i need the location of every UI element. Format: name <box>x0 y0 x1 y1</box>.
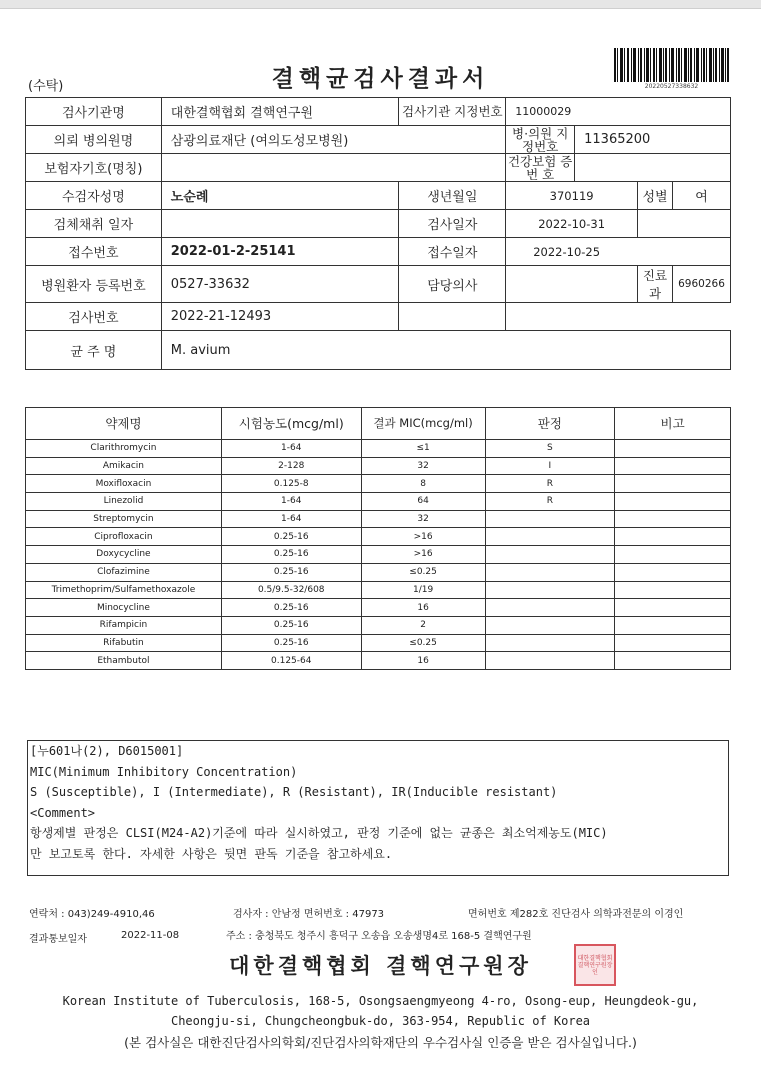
insured-label: 보험자기호(명칭) <box>26 154 162 182</box>
document-title: 결핵균검사결과서 <box>271 66 490 92</box>
judgement <box>485 634 615 652</box>
lab-no-value: 11000029 <box>506 98 731 126</box>
mic-result: >16 <box>361 528 485 546</box>
dept-label: 진료과 <box>638 266 673 303</box>
contact-info: 연락처 : 043)249-4910,46 <box>29 909 155 920</box>
drug-name: Doxycycline <box>26 546 222 564</box>
judgement <box>485 581 615 599</box>
notes-box <box>27 740 729 876</box>
drug-name: Ethambutol <box>26 652 222 670</box>
remark <box>615 581 731 599</box>
judgement <box>485 599 615 617</box>
test-date-label: 검사일자 <box>399 210 506 238</box>
strain-label: 균 주 명 <box>26 331 162 370</box>
table-row <box>26 457 731 475</box>
test-concentration: 1-64 <box>221 440 361 458</box>
remark <box>615 634 731 652</box>
test-concentration: 0.5/9.5-32/608 <box>221 581 361 599</box>
hospital-label: 의뢰 병의원명 <box>26 126 162 154</box>
judgement: S <box>485 440 615 458</box>
doctor-label: 담당의사 <box>399 266 506 303</box>
license-info: 면허번호 제282호 진단검사 의학과전문의 이경인 <box>468 909 684 920</box>
table-row <box>26 546 731 564</box>
note-comment-heading: <Comment> <box>30 805 96 820</box>
sex-label: 성별 <box>638 182 673 210</box>
note-code: [누601나(2), D6015001] <box>30 744 184 758</box>
tester-info: 검사자 : 안남정 면허번호 : 47973 <box>233 909 385 920</box>
issuer-name: 대한결핵협회 결핵연구원장 <box>229 954 532 978</box>
test-no-value: 2022-21-12493 <box>161 303 399 331</box>
note-mic-definition: MIC(Minimum Inhibitory Concentration) <box>30 764 298 779</box>
mic-result: ≤0.25 <box>361 634 485 652</box>
test-concentration: 0.25-16 <box>221 528 361 546</box>
col-header-conc: 시험농도(mcg/ml) <box>221 408 361 440</box>
mic-result: 16 <box>361 599 485 617</box>
test-concentration: 2-128 <box>221 457 361 475</box>
lab-name-label: 검사기관명 <box>26 98 162 126</box>
remark <box>615 599 731 617</box>
top-border <box>0 0 761 9</box>
lab-no-label: 검사기관 지정번호 <box>399 98 506 126</box>
judgement: R <box>485 493 615 511</box>
strain-value: M. avium <box>161 331 730 370</box>
hospital-value: 삼광의료재단 (여의도성모병원) <box>161 126 505 154</box>
certification-note: (본 검사실은 대한진단검사의학회/진단검사의학재단의 우수검사실 인증을 받은 검사실입니다.) <box>124 1035 637 1050</box>
mic-result: 8 <box>361 475 485 493</box>
barcode-image <box>614 48 729 82</box>
note-legend: S (Susceptible), I (Intermediate), R (Resistant), IR(Inducible resistant) <box>30 785 558 799</box>
mic-result: 1/19 <box>361 581 485 599</box>
mic-result: 32 <box>361 510 485 528</box>
remark <box>615 546 731 564</box>
remark <box>615 457 731 475</box>
mic-result: 16 <box>361 652 485 670</box>
drug-name: Clarithromycin <box>26 440 222 458</box>
remark <box>615 510 731 528</box>
table-row <box>26 599 731 617</box>
judgement <box>485 563 615 581</box>
judgement: I <box>485 457 615 475</box>
address-kr: 주소 : 충청북도 청주시 흥덕구 오송읍 오송생명4로 168-5 결핵연구원 <box>226 931 532 942</box>
notify-date-value: 2022-11-08 <box>121 930 180 941</box>
drug-name: Amikacin <box>26 457 222 475</box>
health-cert-value <box>575 154 731 182</box>
birth-value: 370119 <box>506 182 638 210</box>
judgement <box>485 528 615 546</box>
table-row <box>26 634 731 652</box>
remark <box>615 616 731 634</box>
table-row <box>26 616 731 634</box>
table-row <box>26 475 731 493</box>
mic-result: ≤0.25 <box>361 563 485 581</box>
test-concentration: 0.25-16 <box>221 563 361 581</box>
judgement <box>485 510 615 528</box>
remark <box>615 528 731 546</box>
health-cert-label: 건강보험 증 번 호 <box>506 154 575 182</box>
dept-value: 6960266 <box>672 266 730 303</box>
drug-name: Streptomycin <box>26 510 222 528</box>
test-concentration: 0.125-64 <box>221 652 361 670</box>
sample-date-label: 검체채취 일자 <box>26 210 162 238</box>
col-header-mic: 결과 MIC(mcg/ml) <box>361 408 485 440</box>
patient-name-label: 수검자성명 <box>26 182 162 210</box>
mic-result: >16 <box>361 546 485 564</box>
test-concentration: 1-64 <box>221 493 361 511</box>
notify-date-label: 결과통보일자 <box>29 934 87 945</box>
address-en-line1: Korean Institute of Tuberculosis, 168-5, Osongsaengmyeong 4-ro, Osong-eup, Heungdeok-gu, <box>62 994 699 1008</box>
test-concentration: 0.25-16 <box>221 634 361 652</box>
table-row <box>26 493 731 511</box>
drug-name: Trimethoprim/Sulfamethoxazole <box>26 581 222 599</box>
table-row <box>26 528 731 546</box>
judgement: R <box>485 475 615 493</box>
reg-no-label: 병원환자 등록번호 <box>26 266 162 303</box>
drug-name: Rifabutin <box>26 634 222 652</box>
empty-cell <box>399 303 506 331</box>
reg-no-value: 0527-33632 <box>161 266 399 303</box>
note-comment-line1: 항생제별 판정은 CLSI(M24-A2)기준에 따라 실시하였고, 판정 기준에 없는 균종은 최소억제농도(MIC) <box>30 826 608 840</box>
note-comment-line2: 만 보고토록 한다. 자세한 사항은 뒷면 판독 기준을 참고하세요. <box>30 846 393 861</box>
empty-cell <box>506 303 731 331</box>
receipt-no-value: 2022-01-2-25141 <box>161 238 399 266</box>
remark <box>615 563 731 581</box>
official-seal: 대한결핵협회결핵연구원장인 <box>574 944 616 986</box>
remark <box>615 475 731 493</box>
test-concentration: 0.25-16 <box>221 616 361 634</box>
receipt-date-value: 2022-10-25 <box>506 238 731 266</box>
mic-result: 2 <box>361 616 485 634</box>
sample-date-value <box>161 210 399 238</box>
drug-name: Clofazimine <box>26 563 222 581</box>
birth-label: 생년월일 <box>399 182 506 210</box>
table-row <box>26 510 731 528</box>
receipt-date-label: 접수일자 <box>399 238 506 266</box>
table-row <box>26 652 731 670</box>
drug-name: Rifampicin <box>26 616 222 634</box>
patient-info-table <box>25 97 731 370</box>
lab-name-value: 대한결핵협회 결핵연구원 <box>161 98 399 126</box>
sex-value: 여 <box>672 182 730 210</box>
col-header-judge: 판정 <box>485 408 615 440</box>
drug-name: Minocycline <box>26 599 222 617</box>
barcode-number: 20220527338632 <box>644 83 699 90</box>
mic-result: ≤1 <box>361 440 485 458</box>
consign-label: (수탁) <box>28 79 64 94</box>
test-concentration: 0.25-16 <box>221 546 361 564</box>
receipt-no-label: 접수번호 <box>26 238 162 266</box>
col-header-drug: 약제명 <box>26 408 222 440</box>
test-concentration: 1-64 <box>221 510 361 528</box>
test-concentration: 0.125-8 <box>221 475 361 493</box>
test-concentration: 0.25-16 <box>221 599 361 617</box>
drug-susceptibility-table <box>25 407 731 670</box>
remark <box>615 493 731 511</box>
address-en-line2: Cheongju-si, Chungcheongbuk-do, 363-954, Republic of Korea <box>170 1014 591 1028</box>
drug-name: Moxifloxacin <box>26 475 222 493</box>
table-row <box>26 563 731 581</box>
mic-result: 64 <box>361 493 485 511</box>
remark <box>615 440 731 458</box>
judgement <box>485 616 615 634</box>
table-row <box>26 581 731 599</box>
col-header-note: 비고 <box>615 408 731 440</box>
drug-name: Linezolid <box>26 493 222 511</box>
insured-value <box>161 154 505 182</box>
hospital-no-value: 11365200 <box>575 126 731 154</box>
remark <box>615 652 731 670</box>
judgement <box>485 652 615 670</box>
judgement <box>485 546 615 564</box>
drug-name: Ciprofloxacin <box>26 528 222 546</box>
table-row <box>26 440 731 458</box>
hospital-no-label: 병·의원 지정번호 <box>506 126 575 154</box>
mic-result: 32 <box>361 457 485 475</box>
test-date-value: 2022-10-31 <box>506 210 638 238</box>
empty-cell <box>638 210 731 238</box>
test-no-label: 검사번호 <box>26 303 162 331</box>
patient-name-value: 노순례 <box>161 182 399 210</box>
doctor-value <box>506 266 638 303</box>
